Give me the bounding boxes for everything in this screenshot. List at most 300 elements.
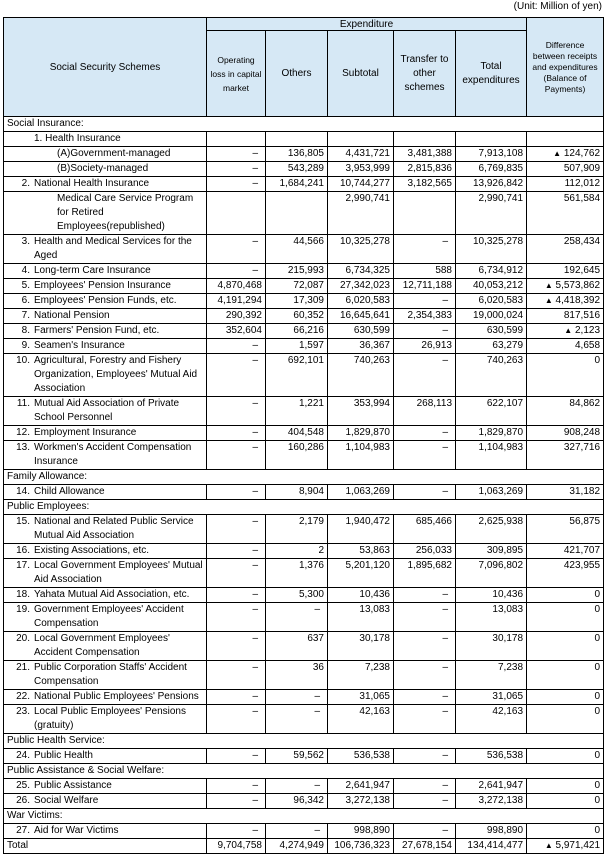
- value-cell: 309,895: [456, 544, 527, 559]
- scheme-cell: [4, 705, 207, 734]
- scheme-item: [7, 661, 203, 689]
- scheme-number: 12.: [16, 427, 30, 438]
- header-others: Others: [266, 31, 328, 117]
- scheme-label: Existing Associations, etc.: [34, 545, 150, 556]
- scheme-label: Yahata Mutual Aid Association, etc.: [34, 589, 190, 600]
- table-row: [4, 279, 604, 294]
- value-cell: 543,289: [266, 162, 328, 177]
- value-cell: 2,625,938: [456, 515, 527, 544]
- value-cell: –: [207, 235, 266, 264]
- table-row: [4, 485, 604, 500]
- section-row: [4, 809, 604, 824]
- value-cell: 637: [266, 632, 328, 661]
- scheme-cell: [4, 147, 207, 162]
- scheme-label: Aid for War Victims: [34, 825, 119, 836]
- value-cell: 6,734,912: [456, 264, 527, 279]
- scheme-item: [7, 603, 203, 631]
- value-cell: [527, 294, 604, 309]
- value-cell: 998,890: [328, 824, 394, 839]
- scheme-number: 17.: [16, 560, 30, 571]
- value-cell: –: [207, 749, 266, 764]
- scheme-cell: [4, 309, 207, 324]
- value-cell: –: [207, 559, 266, 588]
- scheme-number: 24.: [16, 750, 30, 761]
- scheme-label: Long-term Care Insurance: [34, 265, 151, 276]
- value-cell: 40,053,212: [456, 279, 527, 294]
- value-cell: 27,342,023: [328, 279, 394, 294]
- scheme-label: Farmers' Pension Fund, etc.: [34, 325, 160, 336]
- value-cell: 1,895,682: [394, 559, 456, 588]
- value-text: 5,573,862: [555, 280, 601, 291]
- value-cell: 4,870,468: [207, 279, 266, 294]
- negative-marker: ▲: [564, 326, 573, 335]
- header-operating-loss: Operating loss in capital market: [207, 31, 266, 117]
- value-cell: –: [207, 705, 266, 734]
- scheme-item: [7, 485, 203, 499]
- value-cell: 536,538: [456, 749, 527, 764]
- value-text: 5,971,421: [555, 840, 601, 851]
- value-cell: 6,734,325: [328, 264, 394, 279]
- table-row: [4, 177, 604, 192]
- value-cell: [266, 132, 328, 147]
- scheme-number: 6.: [21, 295, 30, 306]
- value-cell: 740,263: [328, 354, 394, 397]
- table-body: [4, 117, 604, 854]
- value-cell: 0: [527, 354, 604, 397]
- scheme-number: 11.: [16, 398, 30, 409]
- value-cell: –: [266, 603, 328, 632]
- scheme-number: 19.: [16, 604, 30, 615]
- value-cell: –: [266, 690, 328, 705]
- value-cell: 13,083: [456, 603, 527, 632]
- scheme-number: 18.: [16, 589, 30, 600]
- scheme-item: [7, 177, 203, 191]
- table-row: [4, 661, 604, 690]
- value-cell: 1,221: [266, 397, 328, 426]
- value-cell: 31,182: [527, 485, 604, 500]
- scheme-cell: [4, 354, 207, 397]
- value-cell: 0: [527, 749, 604, 764]
- scheme-label: Employees' Pension Insurance: [34, 280, 171, 291]
- scheme-label: Agricultural, Forestry and Fishery Organization, Employees' Mutual Aid Association: [34, 355, 198, 394]
- value-cell: 192,645: [527, 264, 604, 279]
- value-cell: –: [207, 426, 266, 441]
- header-total-expenditures: Total expenditures: [456, 31, 527, 117]
- negative-marker: ▲: [544, 296, 553, 305]
- value-cell: –: [394, 632, 456, 661]
- value-cell: 421,707: [527, 544, 604, 559]
- section-row: [4, 470, 604, 485]
- table-row: [4, 294, 604, 309]
- value-cell: 1,376: [266, 559, 328, 588]
- value-cell: –: [207, 824, 266, 839]
- value-cell: 622,107: [456, 397, 527, 426]
- scheme-cell: [4, 397, 207, 426]
- header-expenditure: Expenditure: [207, 18, 527, 31]
- value-cell: 17,309: [266, 294, 328, 309]
- value-cell: –: [207, 588, 266, 603]
- scheme-label: Mutual Aid Association of Private School Personnel: [34, 398, 180, 423]
- header-scheme: Social Security Schemes: [4, 18, 207, 117]
- value-cell: 10,436: [328, 588, 394, 603]
- scheme-label: Government Employees' Accident Compensation: [34, 604, 184, 629]
- value-cell: –: [266, 824, 328, 839]
- value-cell: 66,216: [266, 324, 328, 339]
- table-row: [4, 339, 604, 354]
- section-title: Social Insurance:: [4, 117, 604, 132]
- table-row: [4, 603, 604, 632]
- scheme-number: 20.: [16, 633, 30, 644]
- value-cell: 30,178: [456, 632, 527, 661]
- value-cell: 2,641,947: [328, 779, 394, 794]
- value-cell: –: [394, 324, 456, 339]
- table-row: [4, 132, 604, 147]
- value-cell: –: [207, 264, 266, 279]
- scheme-cell: [4, 588, 207, 603]
- scheme-item: [7, 441, 203, 469]
- negative-marker: ▲: [544, 281, 553, 290]
- value-cell: 692,101: [266, 354, 328, 397]
- table-row: [4, 324, 604, 339]
- section-title: War Victims:: [4, 809, 604, 824]
- scheme-number: 5.: [21, 280, 30, 291]
- scheme-label: National Public Employees' Pensions: [34, 691, 199, 702]
- scheme-number: 8.: [21, 325, 30, 336]
- section-row: [4, 734, 604, 749]
- value-text: 2,123: [574, 325, 601, 336]
- expenditure-table: [3, 17, 604, 854]
- value-cell: 0: [527, 603, 604, 632]
- value-cell: –: [207, 794, 266, 809]
- scheme-number: 4.: [21, 265, 30, 276]
- scheme-cell: [4, 749, 207, 764]
- section-title: Public Assistance & Social Welfare:: [4, 764, 604, 779]
- value-cell: 2,641,947: [456, 779, 527, 794]
- scheme-item: [7, 192, 203, 234]
- value-cell: 507,909: [527, 162, 604, 177]
- value-cell: 60,352: [266, 309, 328, 324]
- scheme-cell: [4, 324, 207, 339]
- scheme-label: Workmen's Accident Compensation Insurance: [34, 442, 192, 467]
- scheme-item: [7, 749, 203, 763]
- value-cell: 1,940,472: [328, 515, 394, 544]
- value-cell: –: [394, 661, 456, 690]
- value-cell: –: [207, 177, 266, 192]
- value-cell: 2,990,741: [456, 192, 527, 235]
- value-cell: 353,994: [328, 397, 394, 426]
- scheme-label: Public Corporation Staffs' Accident Compensation: [34, 662, 187, 687]
- section-title: Family Allowance:: [4, 470, 604, 485]
- value-cell: 6,020,583: [328, 294, 394, 309]
- value-cell: 10,436: [456, 588, 527, 603]
- value-cell: 42,163: [328, 705, 394, 734]
- scheme-label: Employment Insurance: [34, 427, 137, 438]
- value-cell: –: [207, 397, 266, 426]
- scheme-number: 13.: [16, 442, 30, 453]
- scheme-item: [7, 544, 203, 558]
- value-cell: 36,367: [328, 339, 394, 354]
- value-cell: –: [207, 515, 266, 544]
- value-cell: –: [207, 632, 266, 661]
- value-cell: [328, 132, 394, 147]
- table-row: [4, 235, 604, 264]
- scheme-label: Local Public Employees' Pensions (gratuity): [34, 706, 186, 731]
- scheme-number: [7, 192, 30, 234]
- scheme-number: 21.: [16, 662, 30, 673]
- value-cell: 56,875: [527, 515, 604, 544]
- value-cell: 13,083: [328, 603, 394, 632]
- scheme-item: [7, 162, 203, 176]
- scheme-item: [7, 588, 203, 602]
- scheme-number: 9.: [21, 340, 30, 351]
- scheme-item: [7, 324, 203, 338]
- scheme-number: 23.: [16, 706, 30, 717]
- value-cell: 215,993: [266, 264, 328, 279]
- value-cell: 0: [527, 690, 604, 705]
- value-cell: 352,604: [207, 324, 266, 339]
- value-cell: 30,178: [328, 632, 394, 661]
- scheme-label: 1. Health Insurance: [34, 133, 121, 144]
- value-cell: –: [394, 485, 456, 500]
- value-cell: 4,191,294: [207, 294, 266, 309]
- value-cell: –: [207, 339, 266, 354]
- value-cell: –: [394, 235, 456, 264]
- value-cell: –: [394, 354, 456, 397]
- section-row: [4, 764, 604, 779]
- value-cell: 3,182,565: [394, 177, 456, 192]
- scheme-label: Employees' Pension Funds, etc.: [34, 295, 177, 306]
- scheme-cell: [4, 264, 207, 279]
- scheme-number: 14.: [16, 486, 30, 497]
- value-cell: 2: [266, 544, 328, 559]
- value-cell: 630,599: [456, 324, 527, 339]
- value-cell: 740,263: [456, 354, 527, 397]
- scheme-cell: [4, 824, 207, 839]
- value-cell: [266, 192, 328, 235]
- value-cell: 26,913: [394, 339, 456, 354]
- table-row: [4, 544, 604, 559]
- scheme-item: [7, 426, 203, 440]
- value-cell: 44,566: [266, 235, 328, 264]
- value-cell: 31,065: [328, 690, 394, 705]
- scheme-item: [7, 779, 203, 793]
- value-cell: 1,597: [266, 339, 328, 354]
- value-cell: 16,645,641: [328, 309, 394, 324]
- value-cell: 3,272,138: [456, 794, 527, 809]
- value-cell: 4,658: [527, 339, 604, 354]
- value-cell: –: [394, 824, 456, 839]
- scheme-number: 22.: [16, 691, 30, 702]
- scheme-cell: [4, 235, 207, 264]
- table-row: [4, 632, 604, 661]
- value-cell: 0: [527, 824, 604, 839]
- table-row: [4, 705, 604, 734]
- table-row: [4, 441, 604, 470]
- value-cell: [456, 132, 527, 147]
- value-cell: 0: [527, 705, 604, 734]
- scheme-label: Social Welfare: [34, 795, 99, 806]
- value-cell: 327,716: [527, 441, 604, 470]
- scheme-item: [7, 824, 203, 838]
- value-cell: 0: [527, 588, 604, 603]
- value-cell: –: [394, 749, 456, 764]
- value-cell: [527, 324, 604, 339]
- table-row: [4, 397, 604, 426]
- table-row: [4, 588, 604, 603]
- scheme-number: 26.: [16, 795, 30, 806]
- scheme-item: [7, 339, 203, 353]
- value-cell: 1,829,870: [456, 426, 527, 441]
- value-cell: –: [207, 544, 266, 559]
- value-cell: [527, 147, 604, 162]
- value-cell: 8,904: [266, 485, 328, 500]
- value-cell: [394, 132, 456, 147]
- scheme-item: [7, 264, 203, 278]
- scheme-number: [7, 147, 30, 161]
- section-title: Public Employees:: [4, 500, 604, 515]
- scheme-item: [7, 294, 203, 308]
- scheme-item: [7, 515, 203, 543]
- value-cell: –: [207, 162, 266, 177]
- value-text: 4,418,392: [555, 295, 601, 306]
- scheme-label: Child Allowance: [34, 486, 105, 497]
- value-cell: 685,466: [394, 515, 456, 544]
- scheme-item: [7, 690, 203, 704]
- value-cell: 13,926,842: [456, 177, 527, 192]
- value-cell: –: [394, 794, 456, 809]
- table-row: [4, 559, 604, 588]
- header-difference: Difference between receipts and expenditures (Balance of Payments): [527, 18, 604, 117]
- value-cell: 7,913,108: [456, 147, 527, 162]
- scheme-item: [7, 559, 203, 587]
- value-text: 124,762: [563, 148, 601, 159]
- table-row: [4, 162, 604, 177]
- value-cell: 10,325,278: [456, 235, 527, 264]
- scheme-cell: [4, 603, 207, 632]
- scheme-cell: [4, 779, 207, 794]
- scheme-number: 2.: [21, 178, 30, 189]
- scheme-cell: [4, 690, 207, 705]
- value-cell: 2,354,383: [394, 309, 456, 324]
- value-cell: 588: [394, 264, 456, 279]
- value-cell: –: [266, 705, 328, 734]
- table-header: [4, 18, 604, 117]
- negative-marker: ▲: [544, 841, 553, 850]
- value-cell: 290,392: [207, 309, 266, 324]
- scheme-item: [7, 397, 203, 425]
- value-cell: 27,678,154: [394, 839, 456, 854]
- value-cell: 4,274,949: [266, 839, 328, 854]
- scheme-label: National Health Insurance: [34, 178, 150, 189]
- table-row: [4, 192, 604, 235]
- scheme-number: 25.: [16, 780, 30, 791]
- value-cell: 7,096,802: [456, 559, 527, 588]
- scheme-cell: [4, 339, 207, 354]
- scheme-item: [7, 279, 203, 293]
- value-cell: [527, 839, 604, 854]
- value-cell: 53,863: [328, 544, 394, 559]
- value-cell: 1,063,269: [328, 485, 394, 500]
- scheme-item: [7, 794, 203, 808]
- table-row: [4, 749, 604, 764]
- scheme-item: [7, 147, 203, 161]
- value-cell: 1,829,870: [328, 426, 394, 441]
- scheme-cell: [4, 192, 207, 235]
- scheme-label: Public Health: [34, 750, 93, 761]
- value-cell: 2,815,836: [394, 162, 456, 177]
- value-cell: –: [394, 690, 456, 705]
- section-row: [4, 117, 604, 132]
- scheme-label: (A)Government-managed: [57, 148, 171, 159]
- scheme-label: National Pension: [34, 310, 110, 321]
- value-cell: [527, 132, 604, 147]
- value-cell: 0: [527, 779, 604, 794]
- scheme-number: 27.: [16, 825, 30, 836]
- value-cell: 106,736,323: [328, 839, 394, 854]
- value-cell: 160,286: [266, 441, 328, 470]
- value-cell: 5,201,120: [328, 559, 394, 588]
- scheme-label: (B)Society-managed: [57, 163, 149, 174]
- value-cell: 9,704,758: [207, 839, 266, 854]
- value-cell: –: [394, 588, 456, 603]
- value-cell: 0: [527, 632, 604, 661]
- section-title: Public Health Service:: [4, 734, 604, 749]
- value-cell: 404,548: [266, 426, 328, 441]
- total-label: Total: [4, 839, 207, 854]
- value-cell: [207, 192, 266, 235]
- value-cell: 3,953,999: [328, 162, 394, 177]
- value-cell: –: [394, 705, 456, 734]
- value-cell: 63,279: [456, 339, 527, 354]
- scheme-cell: [4, 177, 207, 192]
- table-row: [4, 309, 604, 324]
- value-cell: 5,300: [266, 588, 328, 603]
- table-row: [4, 147, 604, 162]
- value-cell: 3,481,388: [394, 147, 456, 162]
- scheme-cell: [4, 279, 207, 294]
- table-row: [4, 426, 604, 441]
- scheme-cell: [4, 632, 207, 661]
- scheme-item: [7, 632, 203, 660]
- section-row: [4, 500, 604, 515]
- table-row: [4, 264, 604, 279]
- value-cell: –: [394, 294, 456, 309]
- scheme-label: Health and Medical Services for the Aged: [34, 236, 192, 261]
- value-cell: 423,955: [527, 559, 604, 588]
- value-cell: [207, 132, 266, 147]
- value-cell: 0: [527, 661, 604, 690]
- value-cell: 96,342: [266, 794, 328, 809]
- value-cell: 1,063,269: [456, 485, 527, 500]
- scheme-item: [7, 235, 203, 263]
- value-cell: 19,000,024: [456, 309, 527, 324]
- table-row: [4, 794, 604, 809]
- value-cell: 998,890: [456, 824, 527, 839]
- value-cell: –: [207, 485, 266, 500]
- value-cell: 0: [527, 794, 604, 809]
- value-cell: 2,990,741: [328, 192, 394, 235]
- value-cell: 6,020,583: [456, 294, 527, 309]
- total-row: [4, 839, 604, 854]
- value-cell: –: [394, 779, 456, 794]
- table-row: [4, 690, 604, 705]
- value-cell: [394, 192, 456, 235]
- value-cell: –: [207, 779, 266, 794]
- scheme-cell: [4, 661, 207, 690]
- value-cell: –: [207, 441, 266, 470]
- scheme-label: Public Assistance: [34, 780, 112, 791]
- value-cell: 12,711,188: [394, 279, 456, 294]
